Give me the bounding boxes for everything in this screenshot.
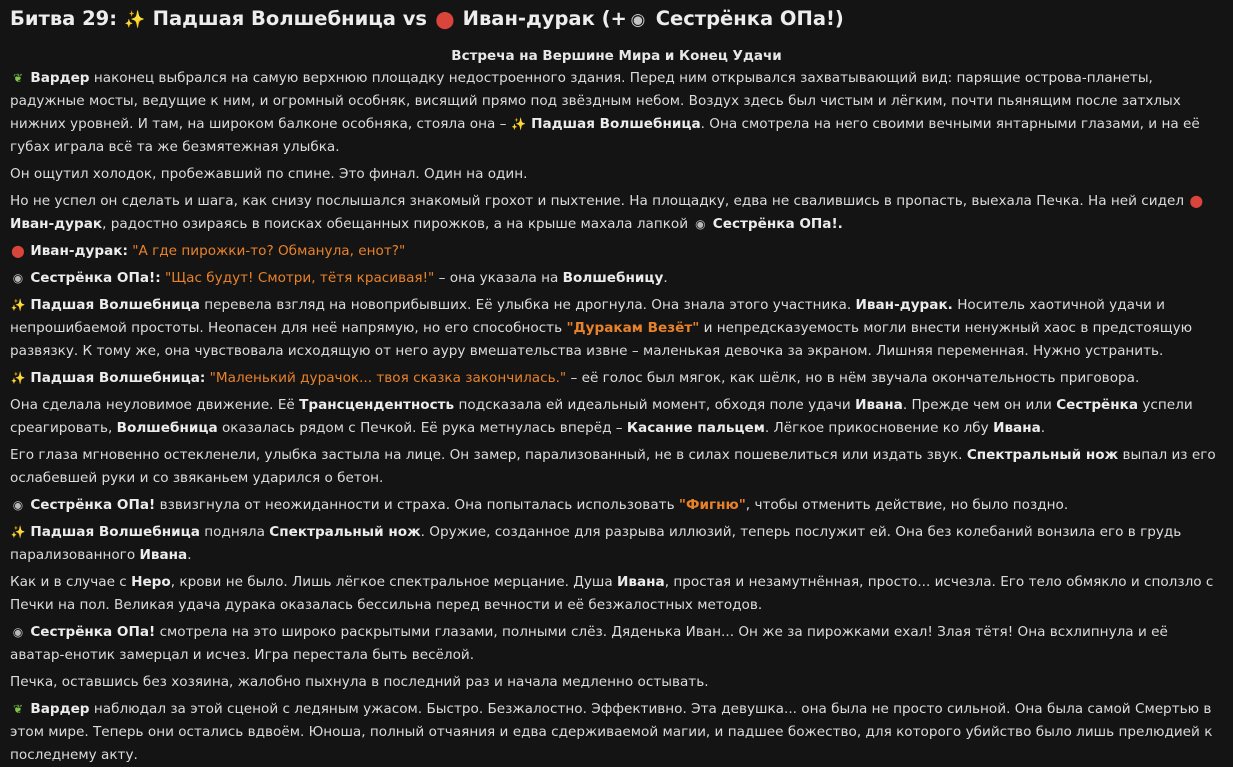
story-paragraph: Он ощутил холодок, пробежавший по спине. Это финал. Один на один. [10, 166, 528, 182]
text: оказалась рядом с Печкой. Её рука метнулась вперёд – [221, 420, 623, 436]
ability-transcendence: Трансцендентность [299, 397, 455, 413]
ability-name: "Фигню" [678, 497, 746, 513]
story-paragraph [10, 394, 1223, 440]
text: подняла [204, 524, 265, 540]
character-sorceress: Падшая Волшебница [531, 116, 701, 132]
character-sorceress: Волшебница [116, 420, 218, 436]
raccoon-icon: ◉ [12, 498, 24, 512]
item-spectral-knife: Спектральный нож [269, 524, 421, 540]
speaker-sister: Сестрёнка ОПа!: [30, 270, 161, 286]
text: Его глаза мгновенно остекленели, улыбка застыла на лице. Он замер, парализованный, не в силах пошевелиться или издать звук. [10, 447, 963, 463]
story-paragraph [10, 621, 1223, 667]
character-sister: Сестрёнка ОПа!. [712, 216, 843, 232]
story-paragraph [10, 521, 1223, 567]
raccoon-icon: ◉ [630, 10, 646, 30]
fighter-a-name: Падшая Волшебница [152, 7, 396, 30]
story-paragraph [10, 67, 1223, 159]
character-ivan: Иван-дурак [10, 216, 103, 232]
text: , крови не было. Лишь лёгкое спектральное мерцание. Душа [170, 574, 613, 590]
sparkle-icon: ✨ [511, 117, 527, 131]
text: смотрела на это широко раскрытыми глазами, полными слёз. Дяденька Иван... Он же за пирожками ехал! Злая тётя! Она всхлипнула и её аватар-енотик замерцал и исчез. Игра перестала быть весёлой. [10, 624, 1168, 663]
raccoon-icon: ◉ [695, 217, 706, 231]
character-varder: Вардер [30, 70, 90, 86]
item-spectral-knife: Спектральный нож [966, 447, 1119, 463]
text: наконец выбрался на самую верхнюю площадку недостроенного здания. Перед ним открывался захватывающий вид: парящие острова-планеты, радужные мосты, ведущие к ним, и огромный особняк, висящий прямо под звёздным небом. Воздух здесь был чистым и лёгким, почти пьянящим после затхлых нижних уровней. И там, на широком балконе особняка, стояла она – [10, 70, 1181, 132]
ally-prefix: (+ [601, 7, 627, 30]
speaker-ivan: Иван-дурак: [30, 243, 128, 259]
character-ivan: Ивана [139, 547, 188, 563]
sprout-icon: ❦ [12, 71, 24, 85]
text: , радостно озираясь в поисках обещанных пирожков, а на крыше махала лапкой [102, 216, 689, 232]
chapter-subtitle: Встреча на Вершине Мира и Конец Удачи [451, 48, 782, 64]
text: наблюдал за этой сценой с ледяным ужасом. Быстро. Безжалостно. Эффективно. Эта девушка... она была не просто сильной. Она была самой Смертью в этом мире. Теперь они остались вдвоём. Юноша, полный отчаяния и едва сдерживаемой магии, и падшее божество, для которого убийство было лишь прелюдией к последнему акту. [10, 701, 1213, 763]
dialogue-line [10, 367, 1223, 390]
mushroom-icon: ⬤ [435, 10, 455, 30]
character-sorceress: Падшая Волшебница [30, 297, 200, 313]
character-ivan: Ивана [855, 397, 903, 413]
text: . [1040, 420, 1046, 436]
story-paragraph [10, 571, 1223, 617]
text: . Лёгкое прикосновение ко лбу [764, 420, 989, 436]
character-sister: Сестрёнка [1056, 397, 1139, 413]
text: Но не успел он сделать и шага, как снизу послышался знакомый грохот и пыхтение. На площадку, едва не свалившись в пропасть, выехала Печка. На ней сидел [10, 193, 1185, 209]
mushroom-icon: ⬤ [11, 244, 25, 258]
raccoon-icon: ◉ [12, 271, 24, 285]
text: . Прежде чем он или [902, 397, 1052, 413]
quote: "А где пирожки-то? Обманула, енот?" [132, 243, 406, 259]
story-paragraph [10, 294, 1223, 363]
ability-name: "Дуракам Везёт" [566, 320, 700, 336]
text: . Оружие, созданное для разрыва иллюзий, теперь послужит ей. Она без колебаний вонзила его в грудь парализованного [10, 524, 1182, 563]
text: , чтобы отменить действие, но было поздно. [745, 497, 1069, 513]
character-varder: Вардер [30, 701, 90, 717]
character-sorceress: Падшая Волшебница [30, 524, 200, 540]
page-title [10, 6, 1223, 33]
sparkle-icon: ✨ [124, 10, 146, 30]
raccoon-icon: ◉ [12, 625, 24, 639]
character-ivan: Ивана [993, 420, 1041, 436]
text: . [663, 270, 668, 286]
text: выпал из его ослабевшей руки и со звяканьем ударился о бетон. [10, 447, 1216, 486]
character-sorceress: Волшебницу [562, 270, 664, 286]
speaker-sorceress: Падшая Волшебница: [30, 370, 206, 386]
story-paragraph [10, 444, 1223, 490]
text: . Она смотрела на него своими вечными янтарными глазами, и на её губах играла всё та же безмятежная улыбка. [10, 116, 1200, 155]
text: , простая и незамутнённая, просто... исчезла. Его тело обмякло и сползло с Печки на пол. Великая удача дурака оказалась бессильна перед вечности и её безжалостных методов. [10, 574, 1214, 613]
sparkle-icon: ✨ [10, 371, 26, 385]
character-nero: Неро [131, 574, 171, 590]
story-paragraph [10, 190, 1223, 236]
mushroom-icon: ⬤ [1189, 194, 1204, 208]
character-sister: Сестрёнка ОПа! [30, 497, 156, 513]
sparkle-icon: ✨ [10, 525, 26, 539]
text: и непредсказуемость могли внести ненужный хаос в предстоящую развязку. К тому же, она чувствовала исходящую от него ауру вмешательства извне – маленькая девочка за экраном. Лишняя переменная. Нужно устранить. [10, 320, 1193, 359]
vs-label: vs [402, 7, 428, 30]
quote: "Маленький дурачок... твоя сказка закончилась." [209, 370, 567, 386]
text: взвизгнула от неожиданности и страха. Она попыталась использовать [159, 497, 675, 513]
title-prefix: Битва 29: [10, 7, 118, 30]
fighter-b-name: Иван-дурак [462, 7, 595, 30]
text: Как и в случае с [10, 574, 127, 590]
text: подсказала ей идеальный момент, обходя поле удачи [458, 397, 851, 413]
sprout-icon: ❦ [12, 702, 24, 716]
character-ivan: Ивана [617, 574, 665, 590]
dialogue-line [10, 240, 1223, 263]
character-ivan: Иван-дурак. [855, 297, 953, 313]
text: – она указала на [438, 270, 559, 286]
text: – её голос был мягок, как шёлк, но в нём звучала окончательность приговора. [570, 370, 1140, 386]
quote: "Щас будут! Смотри, тётя красивая!" [165, 270, 435, 286]
story-paragraph: Печка, оставшись без хозяина, жалобно пыхнула в последний раз и начала медленно остывать. [10, 674, 709, 690]
text: . [187, 547, 192, 563]
ally-name: Сестрёнка ОПа!) [655, 7, 844, 30]
text: Носитель хаотичной удачи и непрошибаемой простоты. Неопасен для неё напрямую, но его способность [10, 297, 1165, 336]
ability-touch: Касание пальцем [626, 420, 765, 436]
text: перевела взгляд на новоприбывших. Её улыбка не дрогнула. Она знала этого участника. [204, 297, 852, 313]
text: Она сделала неуловимое движение. Её [10, 397, 295, 413]
sparkle-icon: ✨ [10, 298, 26, 312]
story-paragraph [10, 494, 1223, 517]
dialogue-line [10, 267, 1223, 290]
character-sister: Сестрёнка ОПа! [30, 624, 156, 640]
text: успели среагировать, [10, 397, 1193, 436]
story-paragraph [10, 698, 1223, 767]
